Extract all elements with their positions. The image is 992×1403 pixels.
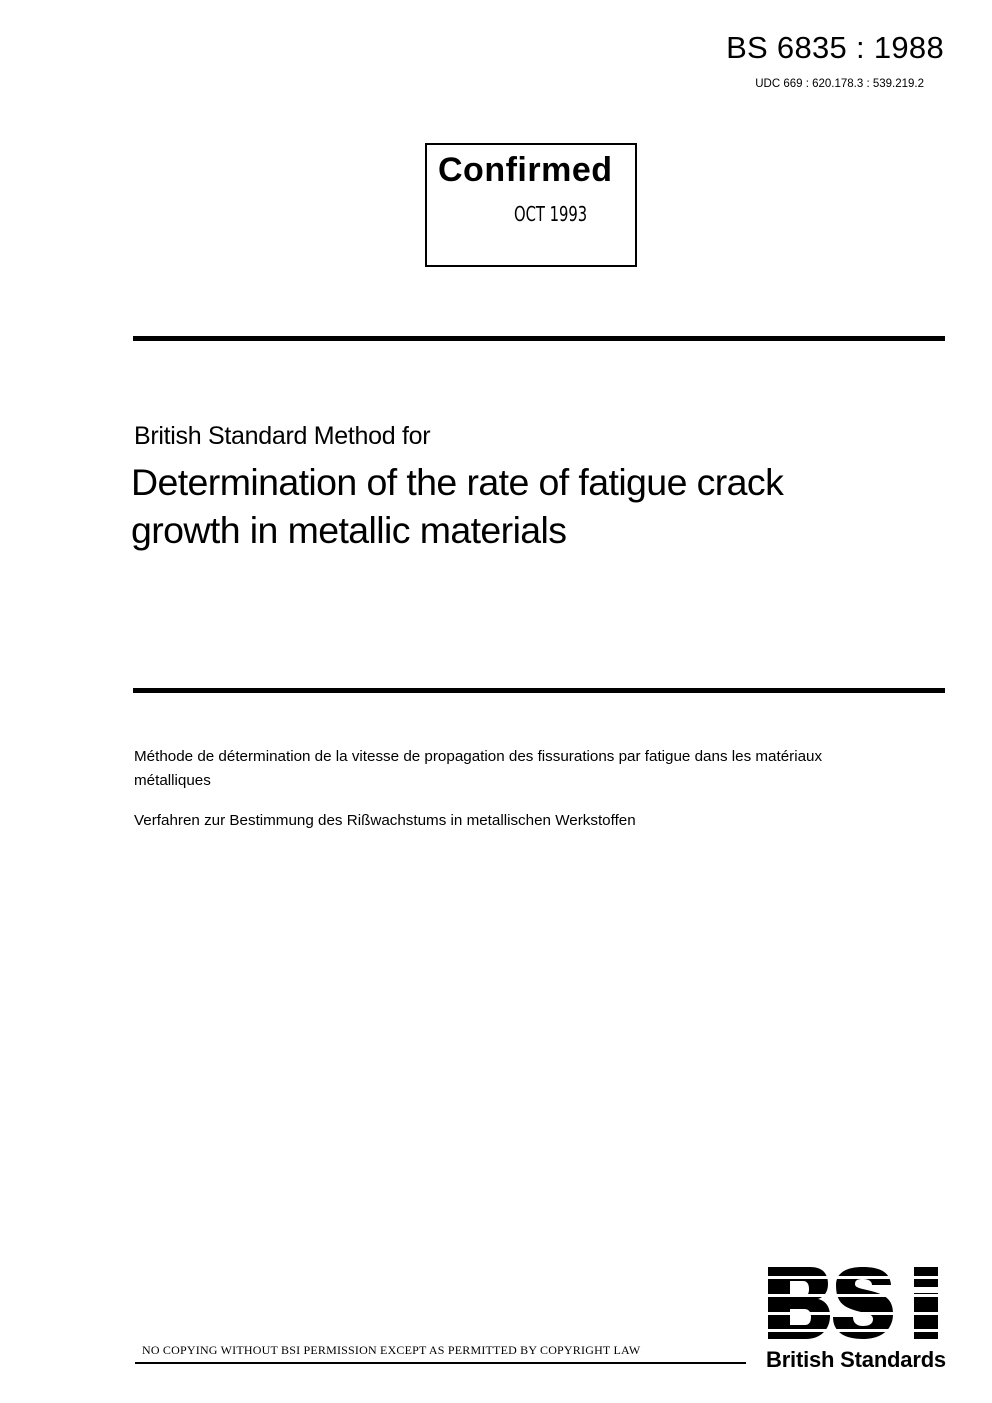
copyright-text: NO COPYING WITHOUT BSI PERMISSION EXCEPT AS PERMITTED BY COPYRIGHT LAW bbox=[142, 1343, 641, 1357]
stamp-date: OCT 1993 bbox=[514, 202, 588, 226]
stamp-title: Confirmed bbox=[438, 151, 613, 189]
middle-divider bbox=[133, 688, 945, 693]
bsi-logo bbox=[766, 1265, 946, 1373]
confirmed-stamp bbox=[425, 143, 637, 267]
top-divider bbox=[133, 336, 945, 341]
bsi-mark-icon bbox=[766, 1265, 943, 1345]
french-title: Méthode de détermination de la vitesse de propagation des fissurations par fatigue dans les matériaux métalliques bbox=[134, 748, 823, 789]
german-title: Verfahren zur Bestimmung des Rißwachstums in metallischen Werkstoffen bbox=[134, 812, 636, 829]
bsi-name: British Standards bbox=[766, 1347, 946, 1372]
title-lead: British Standard Method for bbox=[134, 422, 431, 450]
copyright-notice bbox=[135, 1340, 746, 1364]
udc-classification: UDC 669 : 620.178.3 : 539.219.2 bbox=[755, 78, 924, 90]
document-title: Determination of the rate of fatigue crack growth in metallic materials bbox=[131, 461, 784, 551]
standard-number: BS 6835 : 1988 bbox=[726, 30, 944, 65]
